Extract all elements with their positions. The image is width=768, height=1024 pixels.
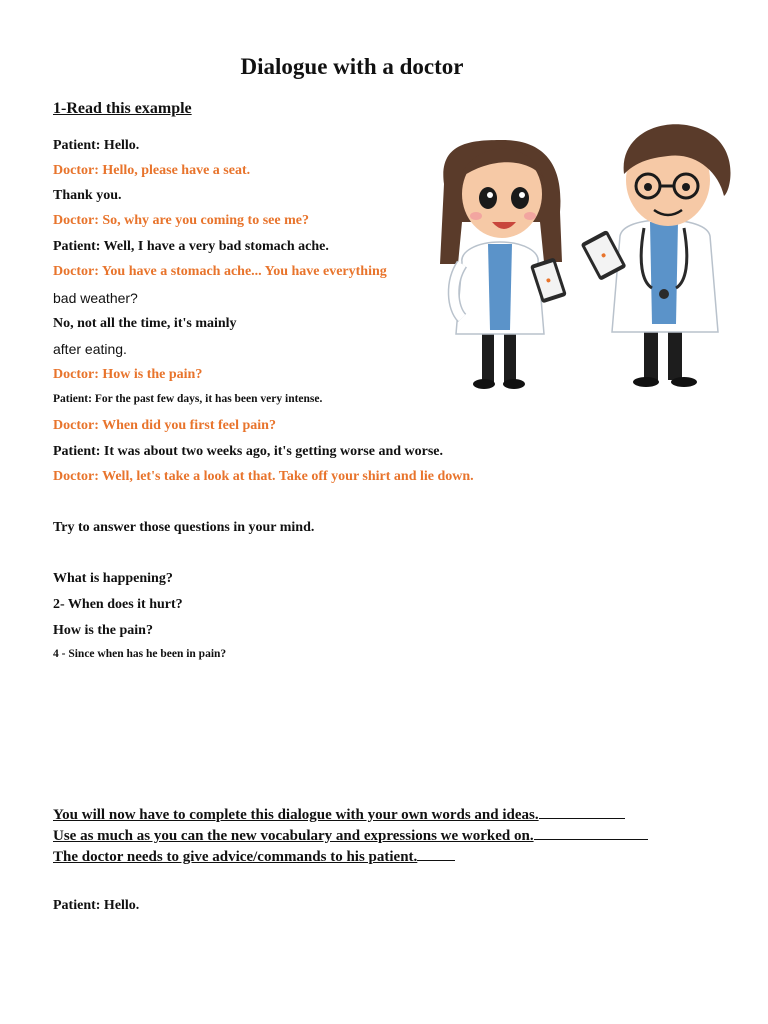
two-doctors-illustration (432, 112, 750, 394)
instruction-line: You will now have to complete this dialogue with your own words and ideas. (53, 804, 648, 825)
question-item: What is happening? (53, 571, 173, 586)
dialogue-line: Patient: Well, I have a very bad stomach ache. (53, 239, 329, 254)
male-doctor-icon (580, 124, 730, 387)
dialogue-line: Doctor: When did you first feel pain? (53, 418, 276, 433)
page-title: Dialogue with a doctor (240, 54, 464, 79)
prompt-text: Try to answer those questions in your mind. (53, 520, 315, 535)
dialogue-line: after eating. (53, 341, 127, 357)
dialogue-line: Doctor: You have a stomach ache... You have everything (53, 264, 387, 279)
question-item: 4 - Since when has he been in pain? (53, 648, 227, 660)
dialogue-line: Patient: Hello. (53, 138, 140, 153)
dialogue-line: Doctor: So, why are you coming to see me? (53, 213, 309, 228)
dialogue-line: Doctor: Well, let's take a look at that. Take off your shirt and lie down. (53, 469, 474, 484)
dialogue-line: Patient: For the past few days, it has been very intense. (53, 393, 323, 405)
dialogue-line: Doctor: Hello, please have a seat. (53, 163, 251, 178)
closing-line: Patient: Hello. (53, 898, 140, 913)
instruction-line: The doctor needs to give advice/commands to his patient. (53, 846, 648, 867)
dialogue-line: Thank you. (53, 188, 122, 203)
dialogue-line: Doctor: How is the pain? (53, 367, 203, 382)
dialogue-line: No, not all the time, it's mainly (53, 316, 237, 331)
dialogue-line: bad weather? (53, 290, 138, 306)
question-item: 2- When does it hurt? (53, 597, 183, 612)
section-heading: 1-Read this example (53, 100, 192, 117)
question-item: How is the pain? (53, 623, 153, 638)
female-doctor-icon (440, 140, 567, 389)
instructions-block (53, 804, 648, 867)
instruction-line: Use as much as you can the new vocabulary and expressions we worked on. (53, 825, 648, 846)
dialogue-line: Patient: It was about two weeks ago, it's getting worse and worse. (53, 444, 444, 459)
